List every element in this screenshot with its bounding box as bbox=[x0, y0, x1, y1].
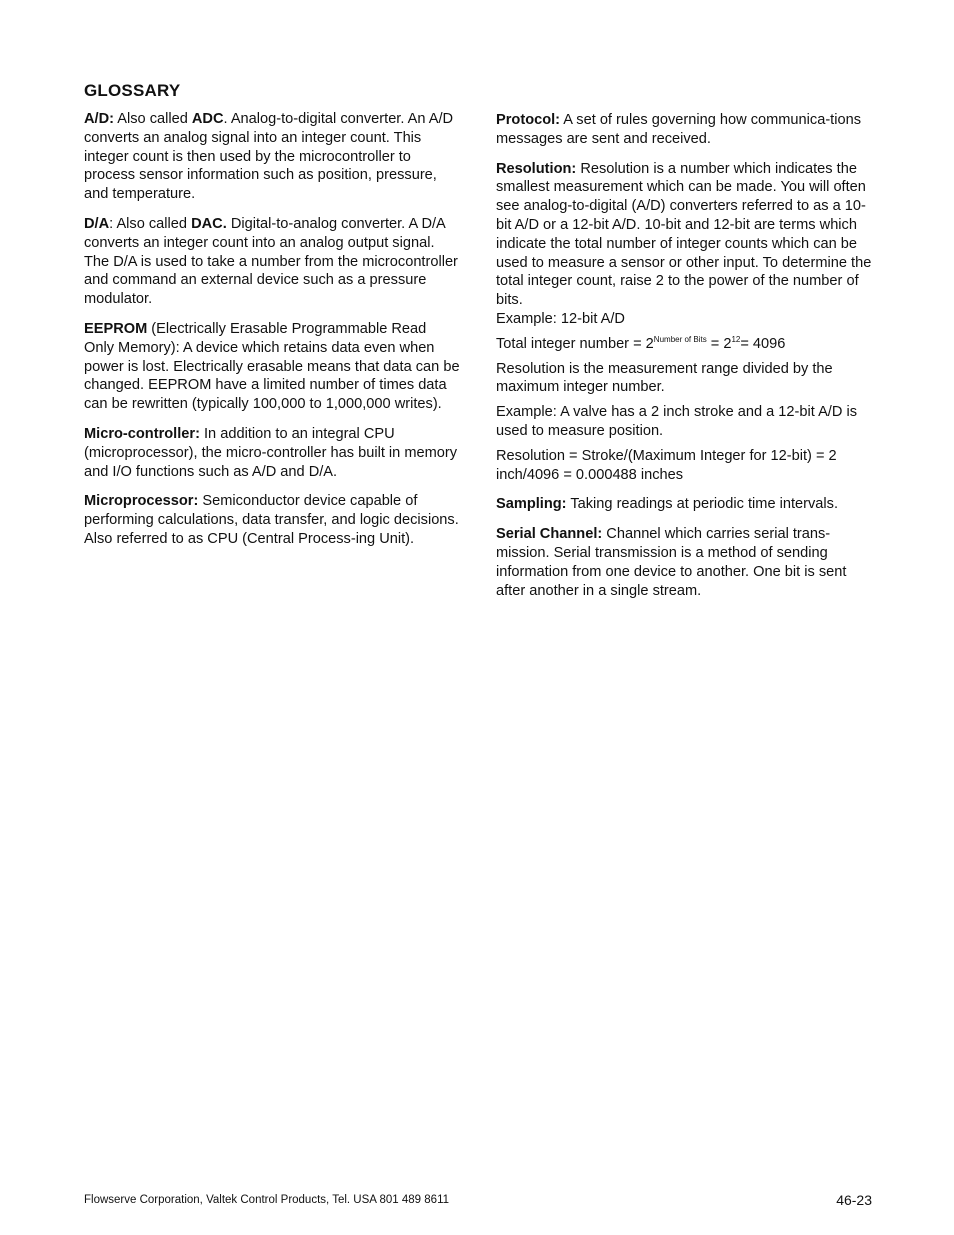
definition-text: (Electrically Erasable Programmable Read Only Memory): A device which retains data even when power is lost. Electrically erasable means that data can be changed. EEPROM have a limited number of times data can be rewritten (typically 100,000 to 1,000,000 writes). bbox=[84, 320, 460, 413]
glossary-entry-microprocessor bbox=[84, 492, 460, 548]
term-resolution: Resolution: bbox=[496, 160, 577, 177]
glossary-entry-resolution bbox=[496, 160, 872, 329]
right-column bbox=[496, 111, 872, 611]
keyword-dac: DAC. bbox=[191, 215, 227, 232]
page-title: GLOSSARY bbox=[84, 81, 181, 100]
definition-text: . Analog-to-digital converter. An A/D converts an analog signal into an integer count. This integer count is then used by the microcontroller to process sensor information such as position, pressure, and temperature. bbox=[84, 111, 454, 203]
glossary-entry-protocol bbox=[496, 111, 872, 149]
glossary-entry-eeprom bbox=[84, 320, 460, 414]
definition-text: : Also called bbox=[109, 215, 192, 232]
definition-text: Also called bbox=[114, 111, 192, 127]
superscript-12: 12 bbox=[731, 334, 741, 344]
term-sampling: Sampling: bbox=[496, 496, 567, 513]
term-protocol: Protocol: bbox=[496, 112, 561, 128]
definition-text: Resolution is a number which indicates the smallest measurement which can be made. You will often see analog-to-digital (A/D) converters referred to as a 10-bit A/D or a 12-bit A/D. 10-bit and 12-bit are terms which indicate the total number of integer counts which can be used to measure a sensor or other input. To determine the total integer count, raise 2 to the power of the number of bits. bbox=[496, 160, 872, 309]
superscript-bits: Number of Bits bbox=[653, 334, 707, 344]
term-microcontroller: Micro-controller: bbox=[84, 425, 200, 442]
valve-example: Example: A valve has a 2 inch stroke and a 12-bit A/D is used to measure position. bbox=[496, 404, 857, 439]
left-column bbox=[84, 110, 460, 560]
term-eeprom: EEPROM bbox=[84, 320, 148, 337]
footer-company: Flowserve Corporation, Valtek Control Products, Tel. USA 801 489 8611 bbox=[84, 1194, 450, 1206]
formula-line: Total integer number = $2^{Number of Bits} = 2^{12}= 4096$ bbox=[496, 334, 786, 352]
term-microprocessor: Microprocessor: bbox=[84, 493, 199, 510]
term-serial-channel: Serial Channel: bbox=[496, 526, 603, 543]
definition-text: Taking readings at periodic time intervals. bbox=[566, 496, 839, 513]
definition-text: Channel which carries serial trans-mission. Serial transmission is a method of sending information from one device to another. One bit is sent after another in a single stream. bbox=[496, 526, 847, 599]
page-number: 46-23 bbox=[836, 1192, 872, 1208]
glossary-entry-microcontroller bbox=[84, 425, 460, 481]
range-text: Resolution is the measurement range divided by the maximum integer number. bbox=[496, 360, 833, 396]
definition-text: In addition to an integral CPU (microprocessor), the micro-controller has built in memory and I/O functions such as A/D and D/A. bbox=[84, 425, 458, 480]
term-da: D/A bbox=[84, 215, 110, 232]
resolution-example: Example: 12-bit A/D bbox=[496, 310, 625, 327]
definition-text: A set of rules governing how communica-tions messages are sent and received. bbox=[496, 112, 862, 147]
definition-text: Digital-to-analog converter. A D/A converts an integer count into an analog output signal. The D/A is used to take a number from the microcontroller and command an external device such as a pressure modulator. bbox=[84, 215, 458, 308]
glossary-entry-sampling bbox=[496, 495, 872, 514]
resolution-calculation: Resolution = Stroke/(Maximum Integer for 12-bit) = 2 inch/4096 = 0.000488 inches bbox=[496, 447, 837, 483]
definition-text: Semiconductor device capable of performing calculations, data transfer, and logic decisions. Also referred to as CPU (Central Process-ing Unit). bbox=[84, 493, 459, 547]
glossary-entry-da bbox=[84, 215, 460, 309]
keyword-adc: ADC bbox=[191, 111, 224, 127]
glossary-entry-ad bbox=[84, 110, 460, 204]
term-ad: A/D: bbox=[84, 111, 114, 127]
glossary-entry-serial-channel bbox=[496, 525, 872, 600]
